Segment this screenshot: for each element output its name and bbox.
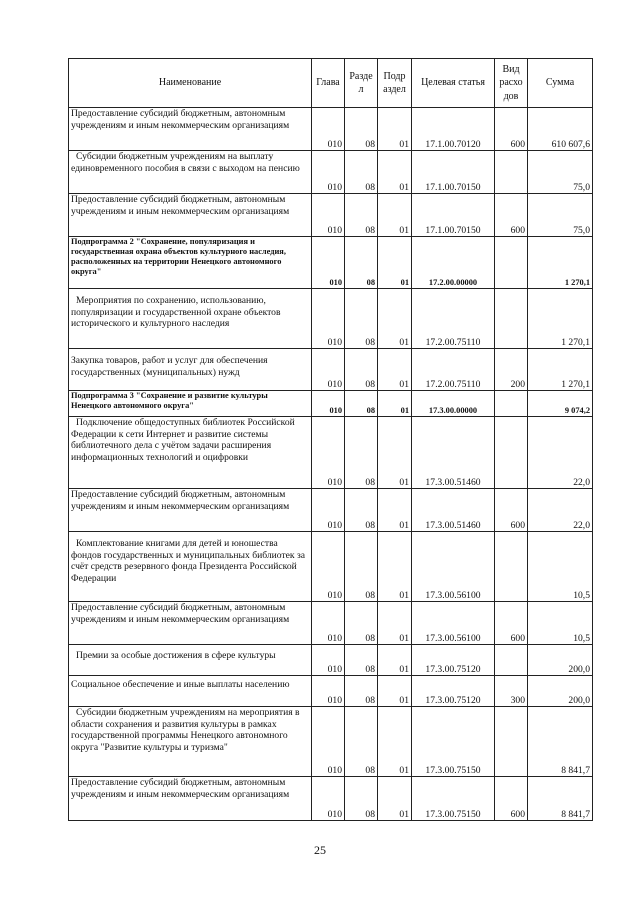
row-target: 17.3.00.75120 — [412, 676, 495, 707]
row-podrazdel: 01 — [378, 194, 412, 237]
row-kind — [495, 417, 528, 489]
row-sum: 8 841,7 — [528, 777, 593, 821]
row-podrazdel: 01 — [378, 489, 412, 532]
row-sum: 610 607,6 — [528, 108, 593, 151]
row-kind: 600 — [495, 602, 528, 645]
row-podrazdel: 01 — [378, 108, 412, 151]
row-podrazdel: 01 — [378, 532, 412, 602]
table-header-row — [69, 59, 593, 108]
row-razdel: 08 — [345, 237, 378, 289]
row-sum: 1 270,1 — [528, 289, 593, 349]
row-sum: 10,5 — [528, 532, 593, 602]
row-glava: 010 — [312, 602, 345, 645]
row-glava: 010 — [312, 349, 345, 391]
row-kind — [495, 237, 528, 289]
row-target: 17.2.00.00000 — [412, 237, 495, 289]
header-razdel: Разде л — [345, 59, 378, 108]
row-razdel: 08 — [345, 489, 378, 532]
row-glava: 010 — [312, 489, 345, 532]
row-kind: 600 — [495, 777, 528, 821]
row-target: 17.1.00.70150 — [412, 151, 495, 194]
row-kind: 600 — [495, 194, 528, 237]
row-sum: 75,0 — [528, 194, 593, 237]
row-podrazdel: 01 — [378, 289, 412, 349]
table-row-subprogram — [69, 391, 593, 417]
header-name: Наименование — [69, 59, 312, 108]
table-row — [69, 108, 593, 151]
row-glava: 010 — [312, 707, 345, 777]
row-kind — [495, 707, 528, 777]
row-name: Социальное обеспечение и иные выплаты населению — [69, 676, 312, 707]
row-kind — [495, 391, 528, 417]
row-target: 17.3.00.51460 — [412, 417, 495, 489]
row-podrazdel: 01 — [378, 602, 412, 645]
row-sum: 9 074,2 — [528, 391, 593, 417]
row-name: Подпрограмма 2 "Сохранение, популяризация и государственная охрана объектов культурного наследия, расположенных на территории Ненецкого автономного округа" — [69, 237, 312, 289]
row-glava: 010 — [312, 645, 345, 676]
row-glava: 010 — [312, 289, 345, 349]
row-name: Закупка товаров, работ и услуг для обеспечения государственных (муниципальных) нужд — [69, 349, 312, 391]
table-row — [69, 489, 593, 532]
row-glava: 010 — [312, 391, 345, 417]
row-razdel: 08 — [345, 289, 378, 349]
row-glava: 010 — [312, 151, 345, 194]
row-kind: 300 — [495, 676, 528, 707]
header-target: Целевая статья — [412, 59, 495, 108]
row-sum: 75,0 — [528, 151, 593, 194]
row-target: 17.3.00.00000 — [412, 391, 495, 417]
table-row — [69, 777, 593, 821]
row-target: 17.3.00.75150 — [412, 777, 495, 821]
row-name: Предоставление субсидий бюджетным, автономным учреждениям и иным некоммерческим организациям — [69, 777, 312, 821]
row-glava: 010 — [312, 237, 345, 289]
row-name: Мероприятия по сохранению, использованию, популяризации и государственной охране объектов исторического и культурного наследия — [69, 289, 312, 349]
row-razdel: 08 — [345, 417, 378, 489]
row-razdel: 08 — [345, 602, 378, 645]
row-podrazdel: 01 — [378, 391, 412, 417]
row-kind — [495, 151, 528, 194]
row-podrazdel: 01 — [378, 645, 412, 676]
row-glava: 010 — [312, 532, 345, 602]
row-glava: 010 — [312, 777, 345, 821]
row-sum: 1 270,1 — [528, 349, 593, 391]
row-podrazdel: 01 — [378, 777, 412, 821]
table-row — [69, 532, 593, 602]
table-row — [69, 645, 593, 676]
row-podrazdel: 01 — [378, 349, 412, 391]
row-target: 17.3.00.51460 — [412, 489, 495, 532]
row-kind: 600 — [495, 489, 528, 532]
row-name: Подпрограмма 3 "Сохранение и развитие культуры Ненецкого автономного округа" — [69, 391, 312, 417]
row-glava: 010 — [312, 676, 345, 707]
header-sum: Сумма — [528, 59, 593, 108]
row-razdel: 08 — [345, 194, 378, 237]
header-glava: Глава — [312, 59, 345, 108]
table-row — [69, 151, 593, 194]
table-row-subprogram — [69, 237, 593, 289]
row-name: Предоставление субсидий бюджетным, автономным учреждениям и иным некоммерческим организациям — [69, 194, 312, 237]
row-target: 17.3.00.75120 — [412, 645, 495, 676]
row-name: Субсидии бюджетным учреждениям на выплату единовременного пособия в связи с выходом на пенсию — [69, 151, 312, 194]
row-kind: 600 — [495, 108, 528, 151]
row-razdel: 08 — [345, 151, 378, 194]
row-sum: 200,0 — [528, 676, 593, 707]
row-podrazdel: 01 — [378, 151, 412, 194]
row-glava: 010 — [312, 108, 345, 151]
row-razdel: 08 — [345, 707, 378, 777]
header-podrazdel: Подр аздел — [378, 59, 412, 108]
row-sum: 200,0 — [528, 645, 593, 676]
row-sum: 1 270,1 — [528, 237, 593, 289]
table-row — [69, 417, 593, 489]
row-sum: 22,0 — [528, 489, 593, 532]
row-razdel: 08 — [345, 645, 378, 676]
row-kind — [495, 289, 528, 349]
row-kind — [495, 532, 528, 602]
row-target: 17.1.00.70150 — [412, 194, 495, 237]
row-target: 17.3.00.75150 — [412, 707, 495, 777]
page-number: 25 — [314, 843, 326, 857]
row-podrazdel: 01 — [378, 676, 412, 707]
row-razdel: 08 — [345, 108, 378, 151]
row-name: Предоставление субсидий бюджетным, автономным учреждениям и иным некоммерческим организациям — [69, 489, 312, 532]
row-sum: 10,5 — [528, 602, 593, 645]
row-glava: 010 — [312, 417, 345, 489]
row-name: Комплектование книгами для детей и юношества фондов государственных и муниципальных библиотек за счёт средств резервного фонда Президента Российской Федерации — [69, 532, 312, 602]
row-sum: 8 841,7 — [528, 707, 593, 777]
row-podrazdel: 01 — [378, 707, 412, 777]
row-kind — [495, 645, 528, 676]
row-target: 17.3.00.56100 — [412, 602, 495, 645]
budget-table — [68, 58, 593, 821]
row-name: Предоставление субсидий бюджетным, автономным учреждениям и иным некоммерческим организациям — [69, 602, 312, 645]
table-row — [69, 602, 593, 645]
row-target: 17.3.00.56100 — [412, 532, 495, 602]
row-target: 17.2.00.75110 — [412, 289, 495, 349]
table-row — [69, 194, 593, 237]
row-kind: 200 — [495, 349, 528, 391]
row-podrazdel: 01 — [378, 417, 412, 489]
table-row — [69, 349, 593, 391]
row-name: Подключение общедоступных библиотек Российской Федерации к сети Интернет и развитие системы библиотечного дела с учётом задачи расширения информационных технологий и оцифровки — [69, 417, 312, 489]
row-razdel: 08 — [345, 532, 378, 602]
row-target: 17.2.00.75110 — [412, 349, 495, 391]
header-kind: Вид расхо дов — [495, 59, 528, 108]
row-razdel: 08 — [345, 349, 378, 391]
row-glava: 010 — [312, 194, 345, 237]
row-name: Предоставление субсидий бюджетным, автономным учреждениям и иным некоммерческим организациям — [69, 108, 312, 151]
row-razdel: 08 — [345, 777, 378, 821]
row-razdel: 08 — [345, 391, 378, 417]
row-podrazdel: 01 — [378, 237, 412, 289]
row-name: Премии за особые достижения в сфере культуры — [69, 645, 312, 676]
row-sum: 22,0 — [528, 417, 593, 489]
row-razdel: 08 — [345, 676, 378, 707]
table-row — [69, 707, 593, 777]
row-name: Субсидии бюджетным учреждениям на мероприятия в области сохранения и развития культуры в рамках государственной программы Ненецкого автономного округа "Развитие культуры и туризма" — [69, 707, 312, 777]
table-row — [69, 676, 593, 707]
row-target: 17.1.00.70120 — [412, 108, 495, 151]
table-row — [69, 289, 593, 349]
